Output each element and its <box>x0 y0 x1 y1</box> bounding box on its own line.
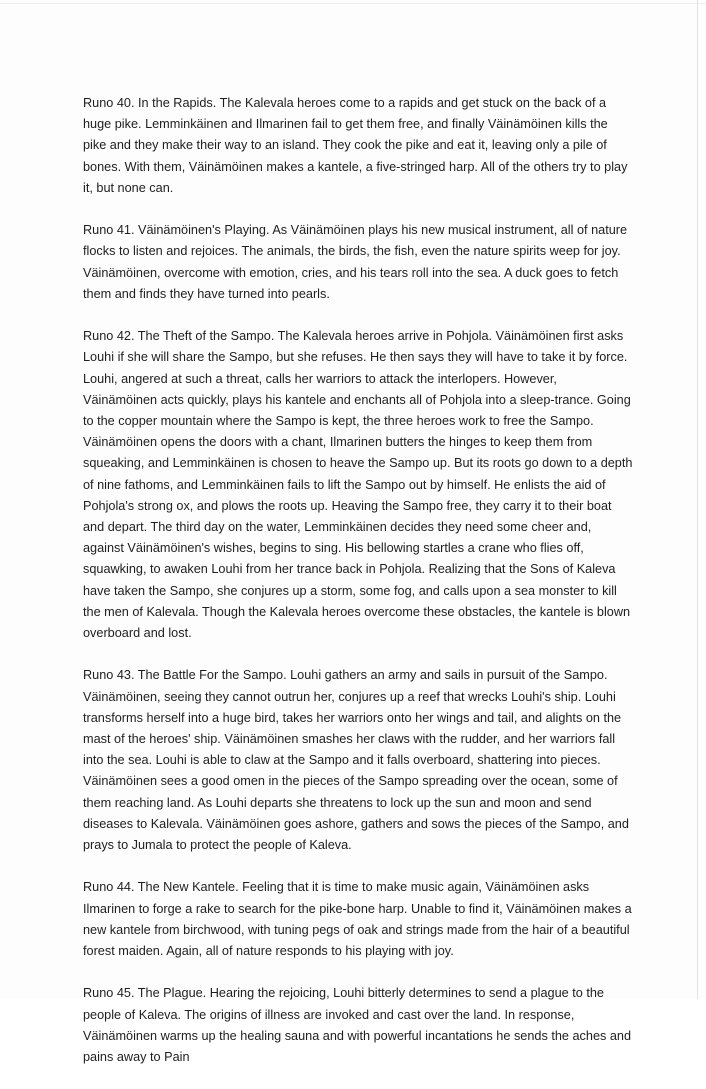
document-body <box>83 93 633 1089</box>
paragraph-runo-45: Runo 45. The Plague. Hearing the rejoicing, Louhi bitterly determines to send a plague to the people of Kaleva. The origins of illness are invoked and cast over the land. In response, Väinämöinen warms up the healing sauna and with powerful incantations he sends the aches and pains away to Pain <box>83 986 632 1065</box>
paragraph-runo-40: Runo 40. In the Rapids. The Kalevala heroes come to a rapids and get stuck on the back of a huge pike. Lemminkäinen and Ilmarinen fail to get them free, and finally Väinämöinen kills the pike and they make their way to an island. They cook the pike and eat it, leaving only a pile of bones. With them, Väinämöinen makes a kantele, a five-stringed harp. All of the others try to play it, but none can. <box>83 96 628 195</box>
page-top-edge <box>0 3 706 4</box>
paragraph-runo-44: Runo 44. The New Kantele. Feeling that it is time to make music again, Väinämöinen asks Ilmarinen to forge a rake to search for the pike-bone harp. Unable to find it, Väinämöinen makes a new kantele from birchwood, with tuning pegs of oak and strings made from the hair of a beautiful forest maiden. Again, all of nature responds to his playing with joy. <box>83 880 632 959</box>
paragraph-runo-41: Runo 41. Väinämöinen's Playing. As Väinämöinen plays his new musical instrument, all of nature flocks to listen and rejoices. The animals, the birds, the fish, even the nature spirits weep for joy. Väinämöinen, overcome with emotion, cries, and his tears roll into the sea. A duck goes to fetch them and finds they have turned into pearls. <box>83 223 628 301</box>
paragraph-runo-42: Runo 42. The Theft of the Sampo. The Kalevala heroes arrive in Pohjola. Väinämöinen first asks Louhi if she will share the Sampo, but she refuses. He then says they will have to take it by force. Louhi, angered at such a threat, calls her warriors to attack the interlopers. However, Väinämöinen acts quickly, plays his kantele and enchants all of Pohjola into a sleep-trance. Going to the copper mountain where the Sampo is kept, the three heroes work to free the Sampo. Väinämöinen opens the doors with a chant, Ilmarinen butters the hinges to keep them from squeaking, and Lemminkäinen is chosen to heave the Sampo up. But its roots go down to a depth of nine fathoms, and Lemminkäinen fails to lift the Sampo out by himself. He enlists the aid of Pohjola's strong ox, and plows the roots up. Heaving the Sampo free, they carry it to their boat and depart. The third day on the water, Lemminkäinen decides they need some cheer and, against Väinämöinen's wishes, begins to sing. His bellowing startles a crane who flies off, squawking, to awaken Louhi from her trance back in Pohjola. Realizing that the Sons of Kaleva have taken the Sampo, she conjures up a storm, some fog, and calls upon a sea monster to kill the men of Kalevala. Though the Kalevala heroes overcome these obstacles, the kantele is blown overboard and lost. <box>83 329 633 641</box>
paragraph-runo-43: Runo 43. The Battle For the Sampo. Louhi gathers an army and sails in pursuit of the Sampo. Väinämöinen, seeing they cannot outrun her, conjures up a reef that wrecks Louhi's ship. Louhi transforms herself into a huge bird, takes her warriors onto her wings and tail, and alights on the mast of the heroes' ship. Väinämöinen smashes her claws with the rudder, and her warriors fall into the sea. Louhi is able to claw at the Sampo and it falls overboard, shattering into pieces. Väinämöinen sees a good omen in the pieces of the Sampo spreading over the ocean, some of them reaching land. As Louhi departs she threatens to lock up the sun and moon and send diseases to Kalevala. Väinämöinen goes ashore, gathers and sows the pieces of the Sampo, and prays to Jumala to protect the people of Kaleva. <box>83 668 629 853</box>
page-right-edge <box>697 0 698 999</box>
